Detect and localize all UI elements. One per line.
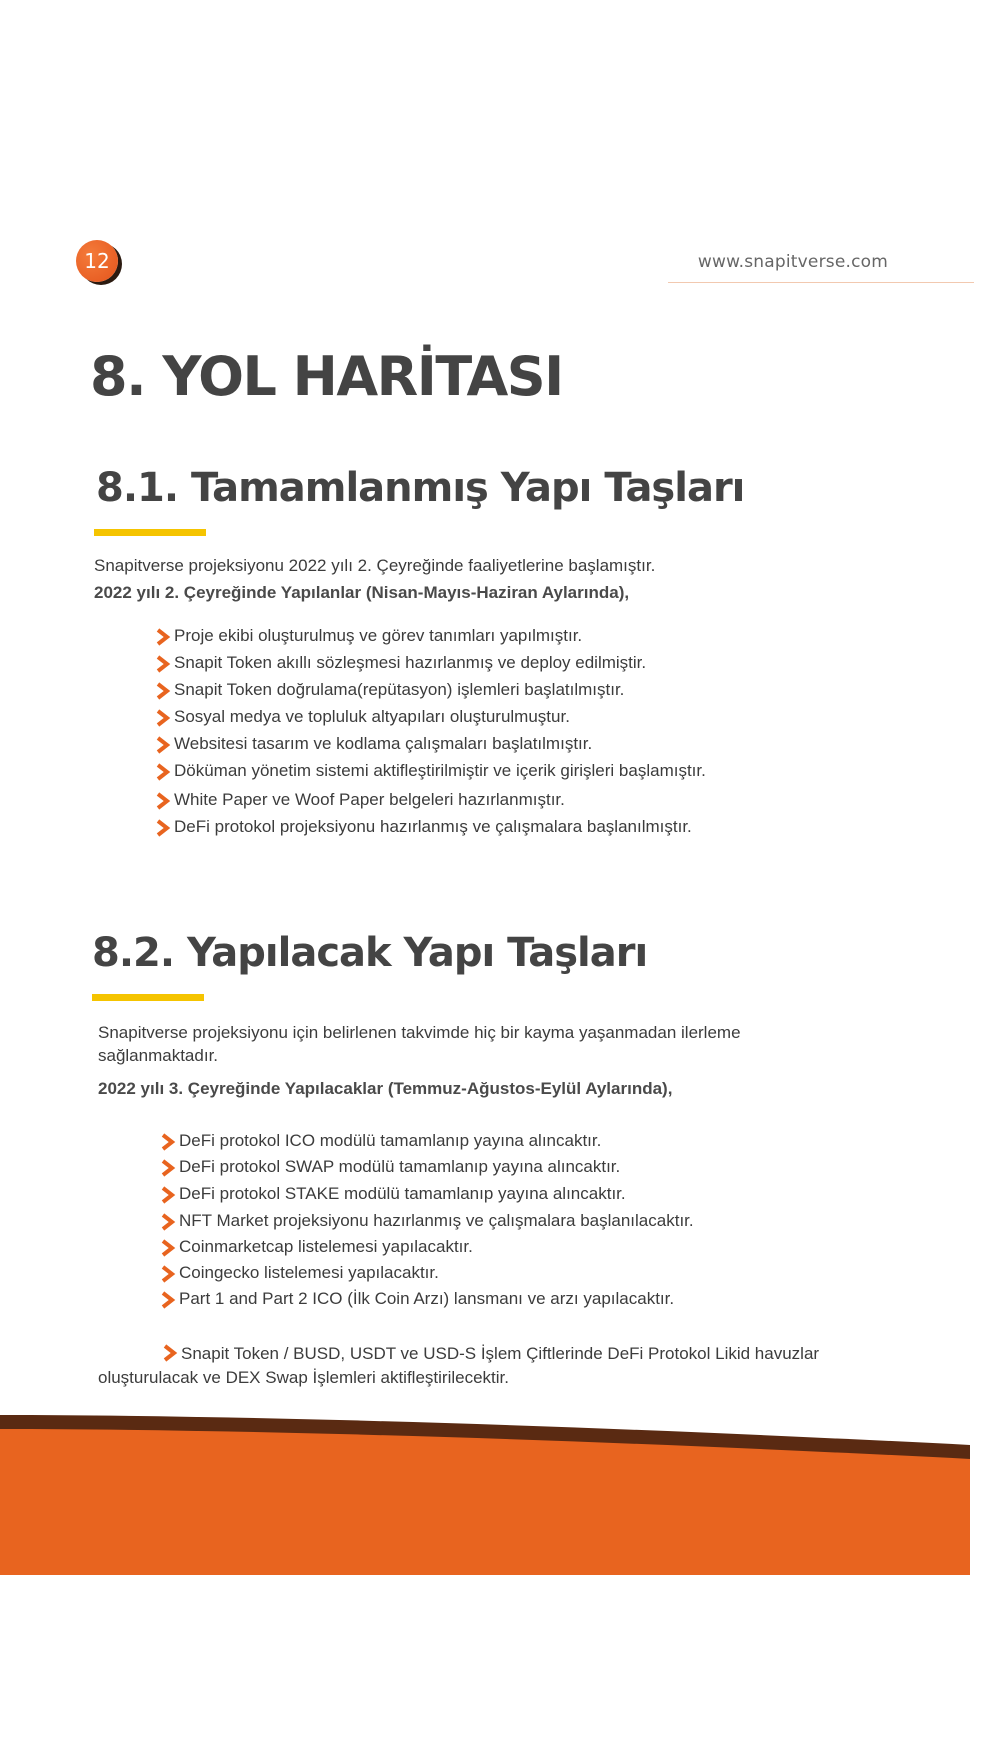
chevron-right-icon (160, 1291, 176, 1309)
section-2-list-item (160, 1211, 694, 1231)
section-1-list-item (155, 761, 706, 781)
section-2-intro-line-1: Snapitverse projeksiyonu için belirlenen takvimde hiç bir kayma yaşanmadan ilerleme (98, 1023, 741, 1042)
section-2-list-item-text: Coingecko listelemesi yapılacaktır. (179, 1263, 439, 1282)
chevron-right-icon (155, 682, 171, 700)
section-1-list-item-text: Döküman yönetim sistemi aktifleştirilmiştir ve içerik girişleri başlamıştır. (174, 761, 706, 780)
chevron-right-icon (155, 736, 171, 754)
chevron-right-icon (160, 1213, 176, 1231)
header-divider (668, 282, 974, 283)
section-2-list-item (160, 1131, 694, 1151)
chevron-right-icon (160, 1133, 176, 1151)
chevron-right-icon (155, 655, 171, 673)
section-2-intro-line-2: sağlanmaktadır. (98, 1046, 219, 1065)
section-1-accent-bar (94, 529, 206, 536)
section-1-list-item-text: Websitesi tasarım ve kodlama çalışmaları başlatılmıştır. (174, 734, 593, 753)
section-1-list-item (155, 734, 706, 754)
chevron-right-icon (160, 1186, 176, 1204)
section-1-list-item (155, 707, 706, 727)
chevron-right-icon (155, 819, 171, 837)
section-1-list-item-text: Snapit Token akıllı sözleşmesi hazırlanmış ve deploy edilmiştir. (174, 653, 647, 672)
section-2-list (160, 1131, 694, 1309)
section-2-last-item (98, 1342, 898, 1390)
section-1-intro: Snapitverse projeksiyonu 2022 yılı 2. Çeyreğinde faaliyetlerine başlamıştır. (94, 556, 656, 575)
section-1-list-item-text: White Paper ve Woof Paper belgeleri hazırlanmıştır. (174, 790, 565, 809)
section-2-accent-bar (92, 994, 204, 1001)
section-1-list-item-text: DeFi protokol projeksiyonu hazırlanmış ve çalışmalara başlanılmıştır. (174, 817, 692, 836)
section-2-list-item (160, 1263, 694, 1283)
chevron-right-icon (155, 792, 171, 810)
section-1-list (155, 626, 706, 837)
section-2-list-item-text: Coinmarketcap listelemesi yapılacaktır. (179, 1237, 473, 1256)
section-1-subheading: 2022 yılı 2. Çeyreğinde Yapılanlar (Nisan-Mayıs-Haziran Aylarında), (94, 583, 630, 602)
section-1-list-item (155, 626, 706, 646)
section-1-list-item (155, 653, 706, 673)
section-2-list-item (160, 1184, 694, 1204)
section-1-list-item-text: Proje ekibi oluşturulmuş ve görev tanımları yapılmıştır. (174, 626, 583, 645)
chevron-right-icon (155, 628, 171, 646)
section-2-list-item-text: NFT Market projeksiyonu hazırlanmış ve çalışmalara başlanılacaktır. (179, 1211, 694, 1230)
section-2-title: 8.2. Yapılacak Yapı Taşları (92, 930, 648, 976)
section-1-list-item (155, 790, 706, 810)
chevron-right-icon (160, 1159, 176, 1177)
section-1-list-item-text: Sosyal medya ve topluluk altyapıları oluşturulmuştur. (174, 707, 570, 726)
section-2-list-item-text: Part 1 and Part 2 ICO (İlk Coin Arzı) lansmanı ve arzı yapılacaktır. (179, 1289, 675, 1308)
section-2-list-item-text: DeFi protokol SWAP modülü tamamlanıp yayına alıncaktır. (179, 1157, 621, 1176)
section-2-list-item-text: DeFi protokol ICO modülü tamamlanıp yayına alıncaktır. (179, 1131, 602, 1150)
section-1-list-item (155, 680, 706, 700)
section-1-list-item (155, 817, 706, 837)
chevron-right-icon (162, 1344, 178, 1362)
section-2-last-item-text: Snapit Token / BUSD, USDT ve USD-S İşlem Çiftlerinde DeFi Protokol Likid havuzlar oluşturulacak ve DEX Swap İşlemleri aktifleştirilecektir. (98, 1344, 820, 1387)
chevron-right-icon (160, 1265, 176, 1283)
page-title: 8. YOL HARİTASI (90, 345, 563, 408)
section-2-list-item (160, 1289, 694, 1309)
chevron-right-icon (160, 1239, 176, 1257)
section-2-list-item-text: DeFi protokol STAKE modülü tamamlanıp yayına alıncaktır. (179, 1184, 626, 1203)
chevron-right-icon (155, 709, 171, 727)
footer-wave-decoration (0, 1415, 1000, 1575)
site-url[interactable]: www.snapitverse.com (697, 252, 888, 272)
section-1-list-item-text: Snapit Token doğrulama(repütasyon) işlemleri başlatılmıştır. (174, 680, 625, 699)
page-number-badge (76, 240, 118, 282)
chevron-right-icon (155, 763, 171, 781)
section-1-title: 8.1. Tamamlanmış Yapı Taşları (96, 465, 745, 511)
section-2-subheading: 2022 yılı 3. Çeyreğinde Yapılacaklar (Temmuz-Ağustos-Eylül Aylarında), (98, 1079, 673, 1098)
section-2-list-item (160, 1157, 694, 1177)
page-number: 12 (84, 249, 110, 273)
section-2-list-item (160, 1237, 694, 1257)
section-2-intro (98, 1021, 741, 1067)
